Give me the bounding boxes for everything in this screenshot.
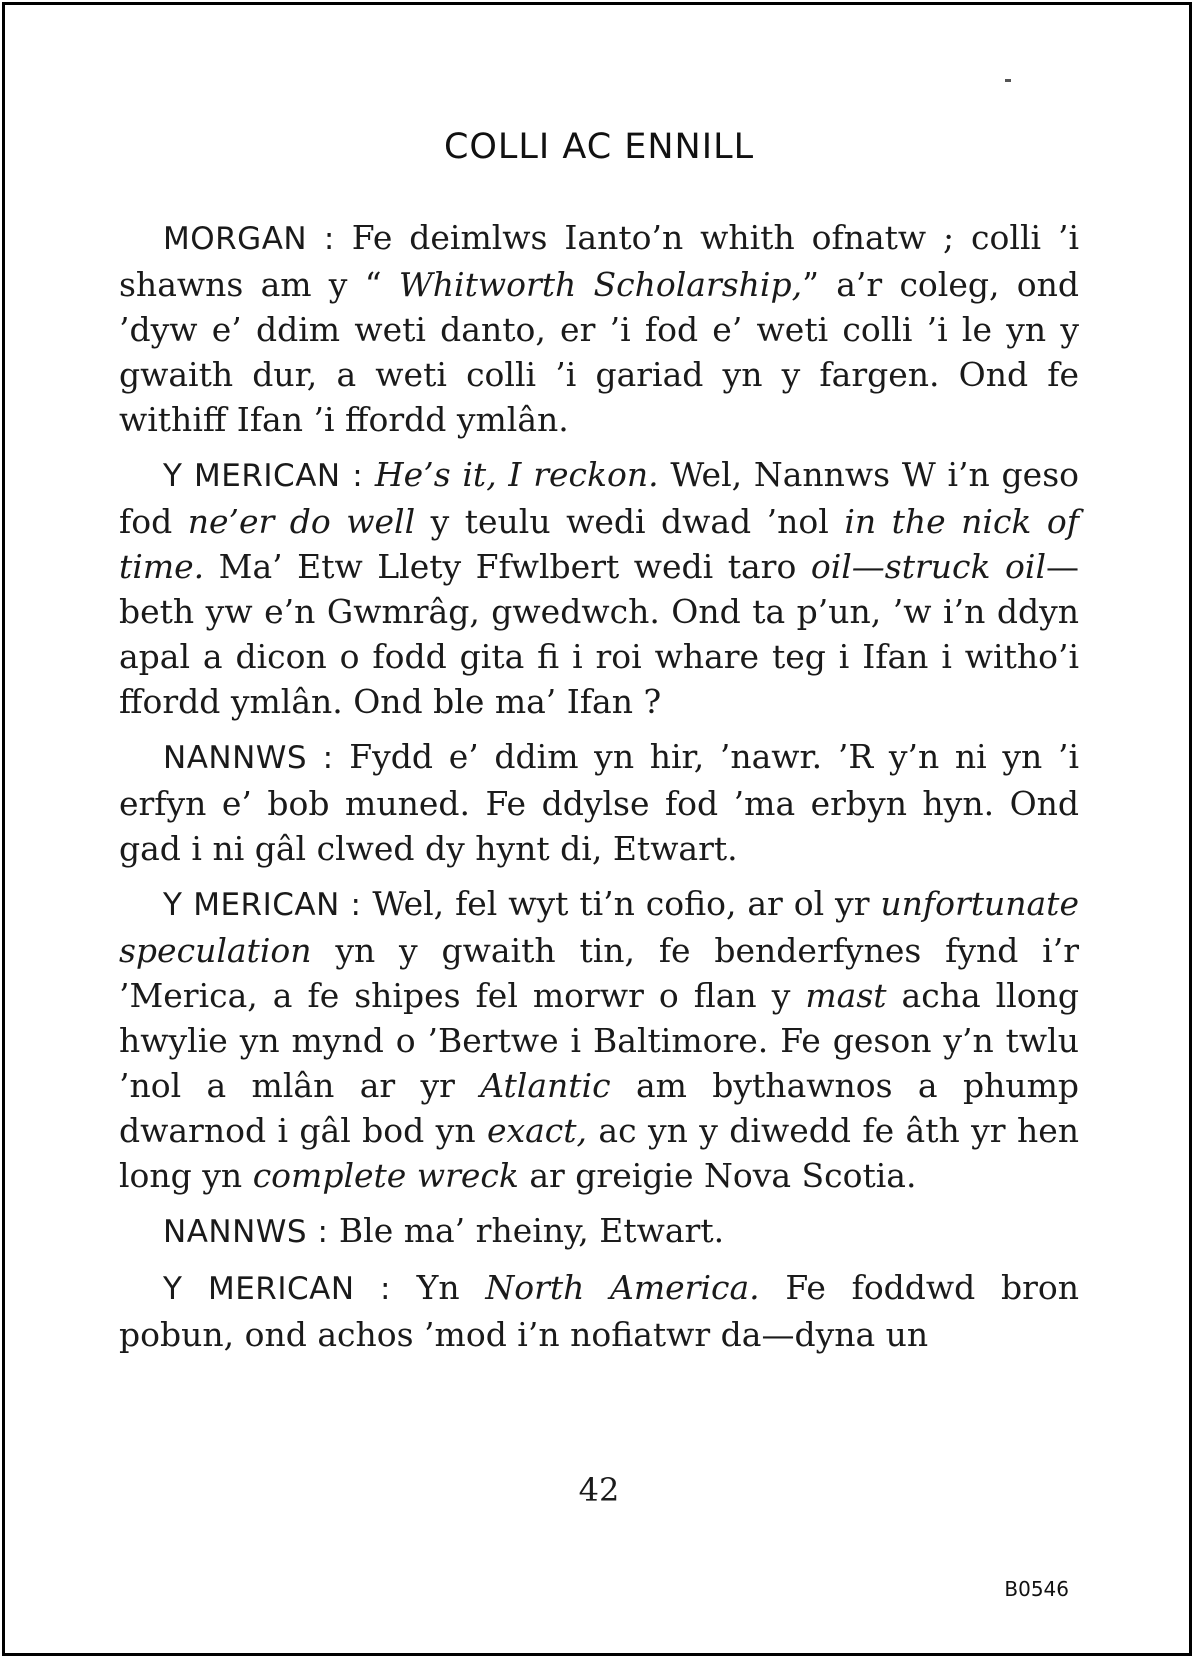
dialogue-paragraph xyxy=(119,215,1079,442)
page-number: 42 xyxy=(578,1471,620,1509)
speech-text: ar greigie Nova Scotia. xyxy=(518,1156,917,1195)
speech-text: Ble ma’ rheiny, Etwart. xyxy=(328,1211,725,1250)
italic-phrase: ne’er do well xyxy=(187,502,416,541)
speech-text: Yn xyxy=(390,1268,486,1307)
speech-text: Wel, fel wyt ti’n cofio, ar ol yr xyxy=(361,884,881,923)
italic-phrase: unfortunate speculation xyxy=(119,884,1079,970)
dialogue-paragraph xyxy=(119,452,1079,724)
page-frame xyxy=(2,2,1192,1656)
text-body xyxy=(119,215,1079,1367)
dialogue-paragraph xyxy=(119,881,1079,1198)
speech-text xyxy=(363,455,375,494)
speech-text: acha llong hwylie yn mynd o ’Bertwe i Baltimore. Fe geson y’n twlu ’nol a mlân ar yr xyxy=(119,976,1079,1105)
speech-text: Ma’ Etw Llety Ffwlbert wedi taro xyxy=(204,547,811,586)
speech-text: ” a’r coleg, ond ’dyw e’ ddim weti danto, er ’i fod e’ weti colli ’i le yn y gwaith dur, a weti colli ’i gariad yn y fargen. Ond fe withiff Ifan ’i ffordd ymlân. xyxy=(119,265,1079,439)
catalog-code: B0546 xyxy=(1004,1577,1069,1601)
speech-text: Wel, Nannws W i’n geso fod xyxy=(119,455,1079,541)
dialogue-paragraph xyxy=(119,1265,1079,1357)
italic-phrase: in the nick of time. xyxy=(119,502,1079,586)
speech-text: y teulu wedi dwad ’nol xyxy=(415,502,845,541)
speech-text: —beth yw e’n Gwmrâg, gwedwch. Ond ta p’un, ’w i’n ddyn apal a dicon o fodd gita fi i roi whare teg i Ifan i witho’i ffordd ymlân. Ond ble ma’ Ifan ? xyxy=(119,547,1079,721)
dialogue-paragraph xyxy=(119,734,1079,871)
speech-text: am bythawnos a phump dwarnod i gâl bod yn xyxy=(119,1066,1079,1150)
speech-text: ac yn y diwedd fe âth yr hen long yn xyxy=(119,1111,1079,1195)
speech-text: Fe foddwd bron pobun, ond achos ’mod i’n nofiatwr da—dyna un xyxy=(119,1268,1079,1354)
ink-speck xyxy=(1005,79,1011,82)
italic-phrase: oil—struck oil xyxy=(810,547,1046,586)
speech-text: yn y gwaith tin, fe benderfynes fynd i’r ’Merica, a fe shipes fel morwr o flan y xyxy=(119,931,1079,1015)
italic-phrase: exact, xyxy=(486,1111,588,1150)
italic-phrase: He’s it, I reckon. xyxy=(374,455,659,494)
italic-phrase: Atlantic xyxy=(480,1066,611,1105)
speech-text: Fydd e’ ddim yn hir, ’nawr. ’R y’n ni yn ’i erfyn e’ bob muned. Fe ddylse fod ’ma erbyn hyn. Ond gad i ni gâl clwed dy hynt di, Etwart. xyxy=(119,737,1079,868)
speaker-name: NANNWS : xyxy=(163,740,334,776)
italic-phrase: Whitworth Scholarship, xyxy=(398,265,803,304)
speaker-name: Y MERICAN : xyxy=(163,1271,391,1307)
italic-phrase: North America. xyxy=(485,1268,760,1307)
dialogue-paragraph xyxy=(119,1208,1079,1255)
speaker-name: Y MERICAN : xyxy=(163,458,364,494)
speaker-name: Y MERICAN : xyxy=(163,887,362,923)
italic-phrase: mast xyxy=(805,976,887,1015)
speaker-name: NANNWS : xyxy=(163,1214,329,1250)
italic-phrase: complete wreck xyxy=(252,1156,519,1195)
speaker-name: MORGAN : xyxy=(163,221,335,257)
page-title: COLLI AC ENNILL xyxy=(443,127,755,167)
speech-text: Fe deimlws Ianto’n whith ofnatw ; colli ’i shawns am y “ xyxy=(119,218,1080,304)
